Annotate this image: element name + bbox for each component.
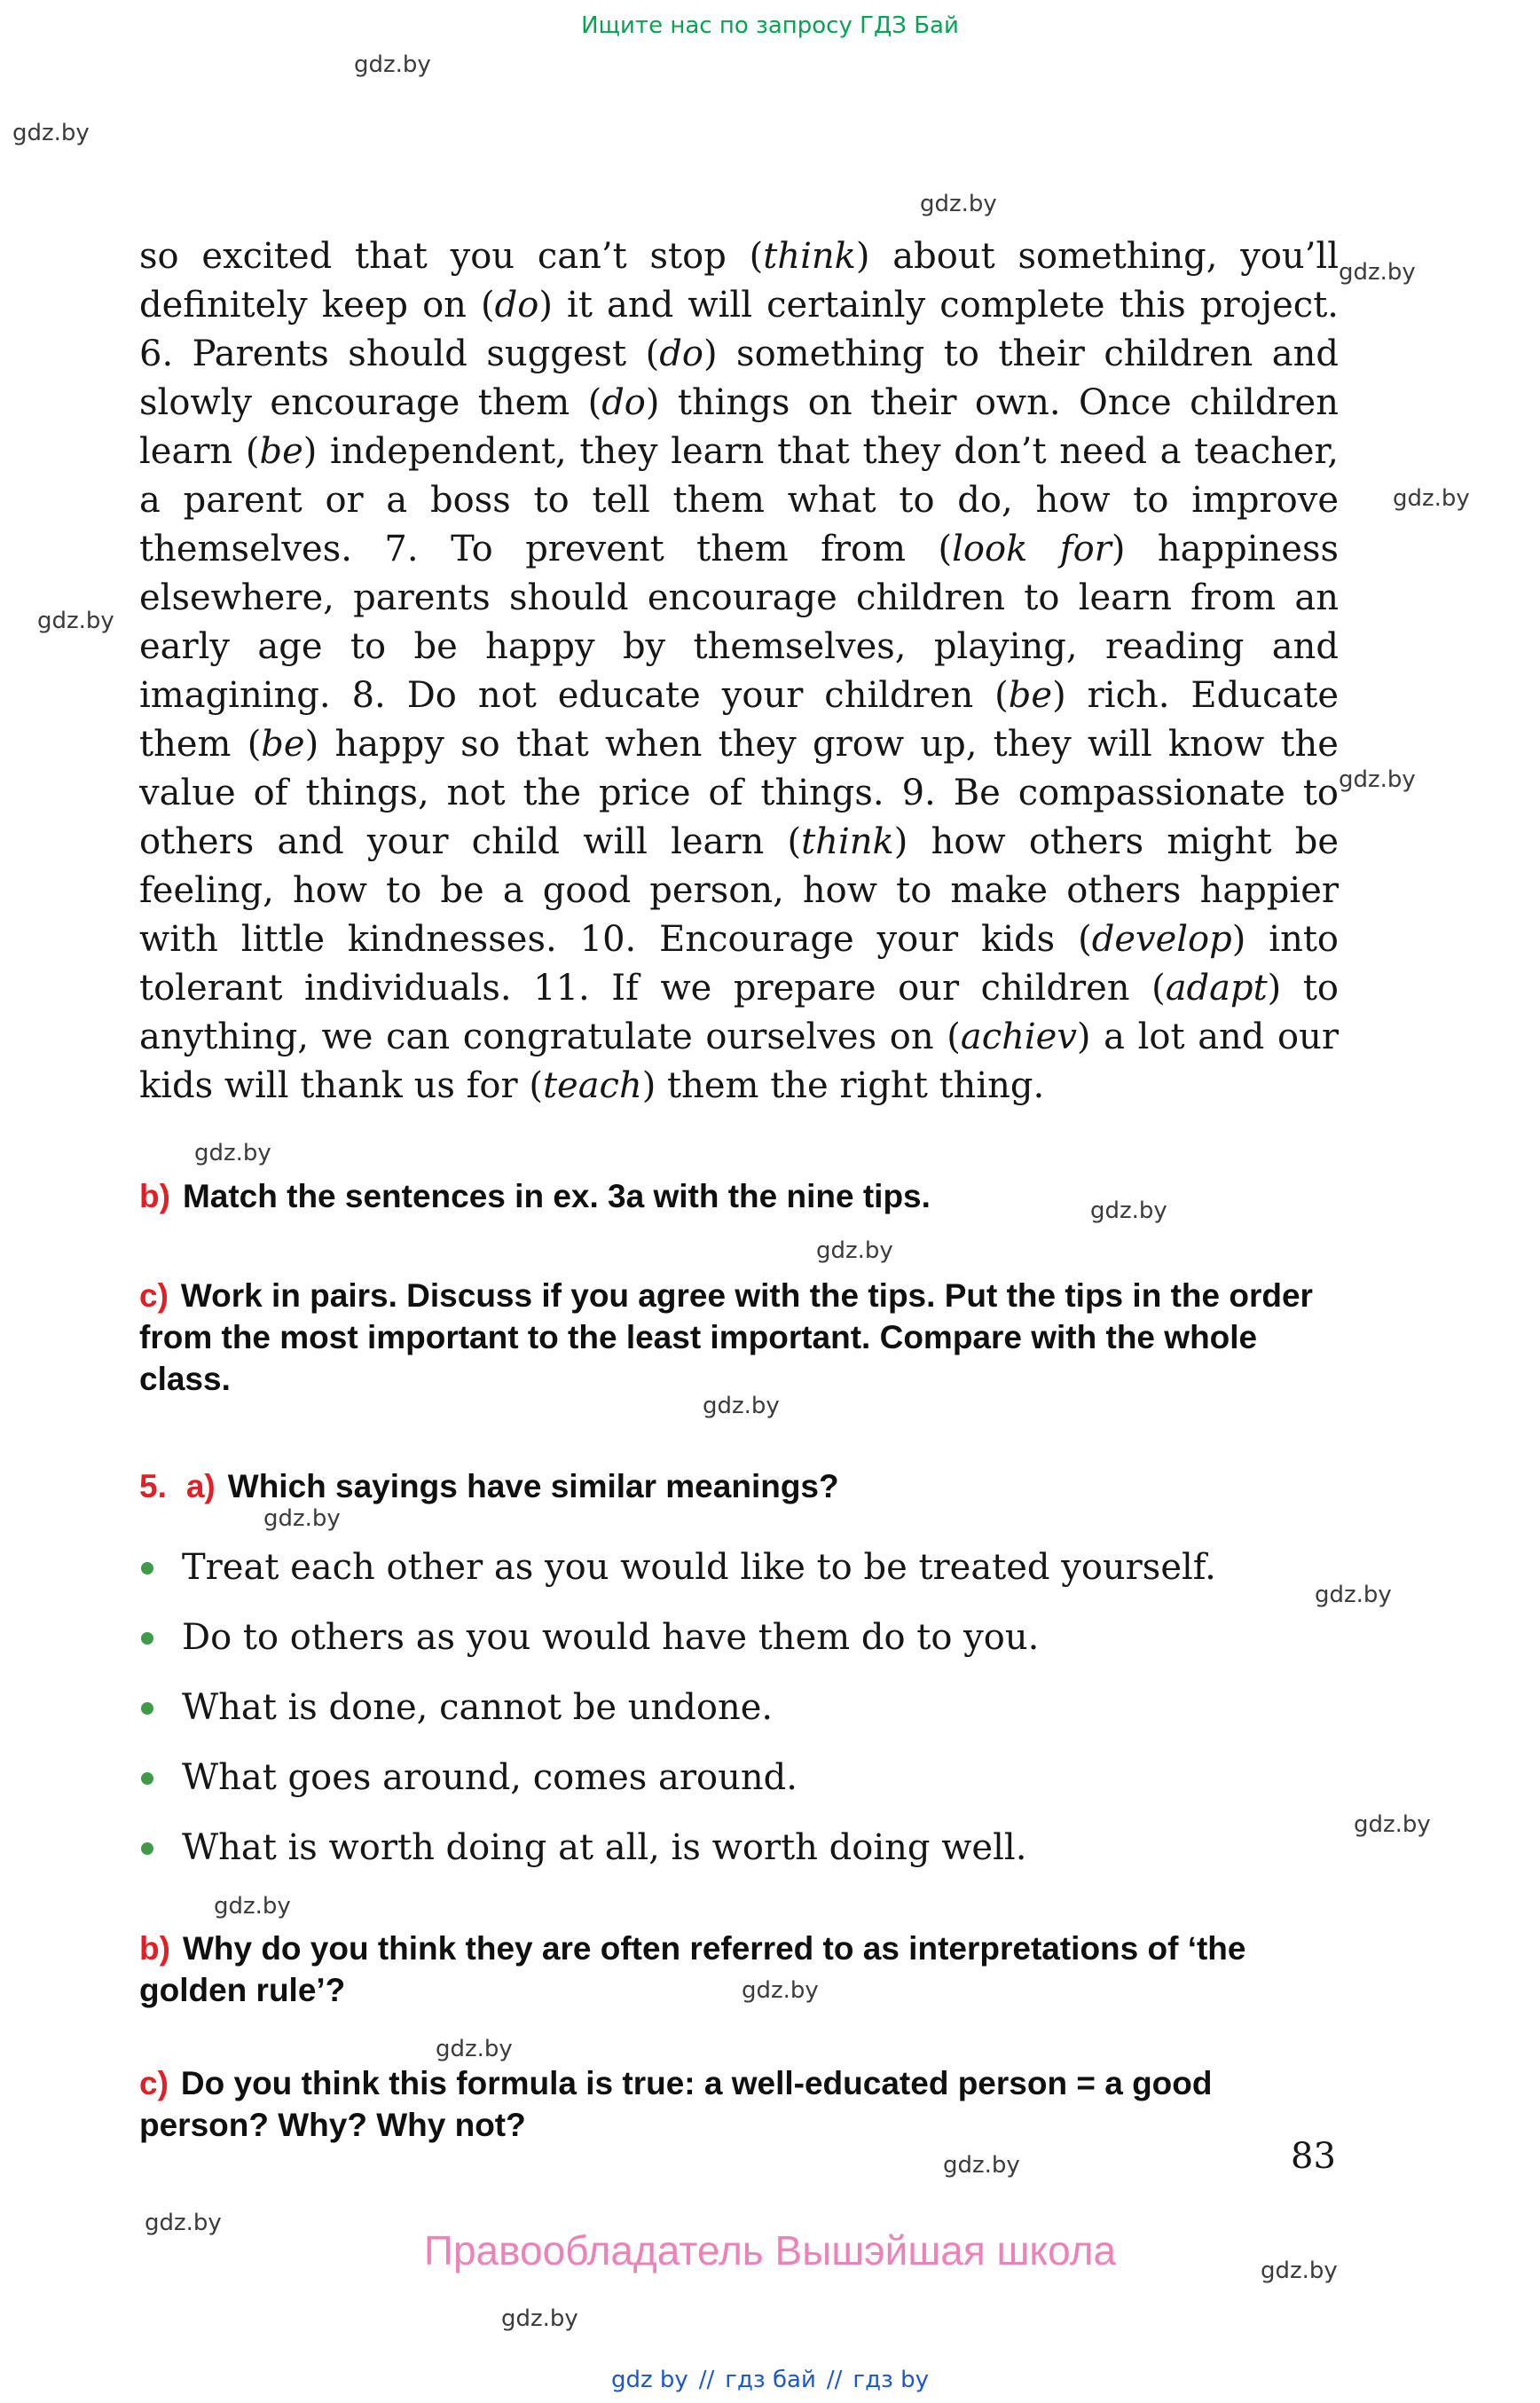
paragraph-text: so excited that you can’t stop ( [139, 236, 764, 277]
paragraph-text: ) independent, they learn that they don’t need a teacher, a parent or a boss to tell them what to do, how to improve themselves. 7. To prevent them from ( [139, 431, 1339, 569]
exercise-5c-text: Do you think this formula is true: a well-educated person = a good person? Why? Why not? [139, 2065, 1213, 2143]
page-number: 83 [1291, 2136, 1336, 2177]
footer-link[interactable]: gdz by [610, 2367, 688, 2393]
watermark-text: gdz.by [12, 120, 90, 146]
copyright-notice: Правообладатель Вышэйшая школа [423, 2227, 1117, 2273]
paragraph-text: ) happy so that when they grow up, they will know the value of things, not the price of things. 9. Be compassionate to others and your child will learn ( [139, 724, 1339, 862]
watermark-text: gdz.by [742, 1977, 819, 2004]
saying-text: What is done, cannot be undone. [182, 1687, 774, 1728]
watermark-text: gdz.by [1315, 1582, 1392, 1608]
verb-hint-italic: develop [1091, 919, 1232, 960]
exercise-5-number: 5. [139, 1468, 167, 1504]
watermark-text: gdz.by [1261, 2258, 1338, 2284]
watermark-text: gdz.by [816, 1237, 893, 1264]
watermark-text: gdz.by [37, 608, 114, 634]
footer-separator: // [698, 2367, 715, 2393]
saying-item [139, 1684, 1339, 1732]
exercise-3c-text: Work in pairs. Discuss if you agree with the tips. Put the tips in the order from the most important to the least important. Compare with the whole class. [139, 1277, 1313, 1397]
verb-hint-italic: be [259, 431, 303, 472]
saying-item [139, 1754, 1339, 1802]
bullet-icon [141, 1702, 153, 1715]
paragraph-text: ) happiness elsewhere, parents should encourage children to learn from an early age to be happy by themselves, playing, reading and imagining. 8. Do not educate your children ( [139, 529, 1339, 716]
watermark-text: gdz.by [436, 2036, 513, 2062]
exercise-5b-label: b) [139, 1930, 170, 1967]
verb-hint-italic: think [763, 236, 856, 277]
watermark-text: gdz.by [263, 1505, 341, 1532]
saying-text: What is worth doing at all, is worth doing well. [182, 1827, 1027, 1868]
footer-links [0, 2367, 1540, 2393]
exercise-5a-label: a) [185, 1468, 216, 1504]
watermark-text: gdz.by [501, 2305, 578, 2332]
verb-hint-italic: do [659, 334, 703, 374]
exercise-3b-label: b) [139, 1178, 170, 1214]
paragraph-text: ) them the right thing. [641, 1065, 1045, 1106]
exercise-3c [139, 1275, 1339, 1400]
sayings-list [139, 1543, 1339, 1894]
paragraph-text: ) something to their children and slowly encourage them ( [139, 334, 1340, 423]
exercise-5a-text: Which sayings have similar meanings? [227, 1468, 839, 1504]
exercise-3b-text: Match the sentences in ex. 3a with the nine tips. [182, 1178, 931, 1214]
exercise-5a [139, 1465, 1339, 1507]
footer-separator: // [826, 2367, 843, 2393]
watermark-text: gdz.by [943, 2152, 1020, 2179]
paragraph-text: ) rich. Educate them ( [139, 675, 1339, 765]
watermark-text: gdz.by [1354, 1811, 1431, 1838]
verb-hint-italic: look for [952, 529, 1112, 569]
footer-link[interactable]: гдз бай [725, 2367, 816, 2393]
bullet-icon [141, 1842, 153, 1855]
verb-hint-italic: do [494, 285, 539, 326]
saying-item [139, 1614, 1339, 1662]
verb-hint-italic: be [1008, 675, 1053, 716]
exercise-5b [139, 1928, 1339, 2011]
paragraph-text: ) how others might be feeling, how to be a good person, how to make others happier with little kindnesses. 10. Encourage your kids ( [139, 821, 1339, 960]
watermark-text: gdz.by [354, 51, 431, 78]
paragraph-text: ) into tolerant individuals. 11. If we prepare our children ( [139, 919, 1339, 1009]
verb-hint-italic: do [601, 382, 646, 423]
exercise-5b-text: Why do you think they are often referred to as interpretations of ‘the golden rule’? [139, 1930, 1246, 2008]
watermark-text: gdz.by [145, 2210, 222, 2236]
paragraph-text: ) it and will certainly complete this project. 6. Parents should suggest ( [139, 285, 1339, 374]
verb-hint-italic: teach [542, 1065, 642, 1106]
paragraph-text: ) to anything, we can congratulate ourselves on ( [139, 968, 1339, 1057]
watermark-text: gdz.by [1393, 485, 1470, 512]
watermark-text: gdz.by [1339, 259, 1416, 286]
exercise-5c [139, 2062, 1339, 2146]
exercise-3c-label: c) [139, 1277, 169, 1314]
verb-hint-italic: achiev [960, 1017, 1077, 1057]
watermark-text: gdz.by [1090, 1198, 1167, 1224]
watermark-text: gdz.by [920, 191, 997, 217]
watermark-text: gdz.by [214, 1893, 291, 1920]
saying-item [139, 1543, 1339, 1592]
verb-hint-italic: be [261, 724, 305, 765]
paragraph-text: ) a lot and our kids will thank us for ( [139, 1017, 1340, 1106]
exercise-5c-label: c) [139, 2065, 169, 2101]
verb-hint-italic: think [801, 821, 894, 862]
bullet-icon [141, 1562, 153, 1575]
saying-text: Treat each other as you would like to be treated yourself. [182, 1547, 1216, 1588]
saying-text: Do to others as you would have them do to you. [182, 1617, 1040, 1658]
bullet-icon [141, 1632, 153, 1645]
exercise-3a-text-paragraph [139, 232, 1339, 1111]
paragraph-text: ) things on their own. Once children learn ( [139, 382, 1339, 472]
saying-text: What goes around, comes around. [182, 1757, 798, 1798]
watermark-text: gdz.by [1339, 766, 1416, 793]
watermark-text: gdz.by [703, 1393, 780, 1419]
bullet-icon [141, 1772, 153, 1785]
saying-item [139, 1824, 1339, 1873]
verb-hint-italic: adapt [1165, 968, 1268, 1009]
watermark-text: gdz.by [194, 1140, 271, 1166]
footer-link[interactable]: гдз by [852, 2367, 930, 2393]
exercise-3b [139, 1175, 1339, 1217]
paragraph-text: ) about something, you’ll definitely keep on ( [139, 236, 1339, 326]
top-search-notice: Ищите нас по запросу ГДЗ Бай [581, 12, 959, 39]
